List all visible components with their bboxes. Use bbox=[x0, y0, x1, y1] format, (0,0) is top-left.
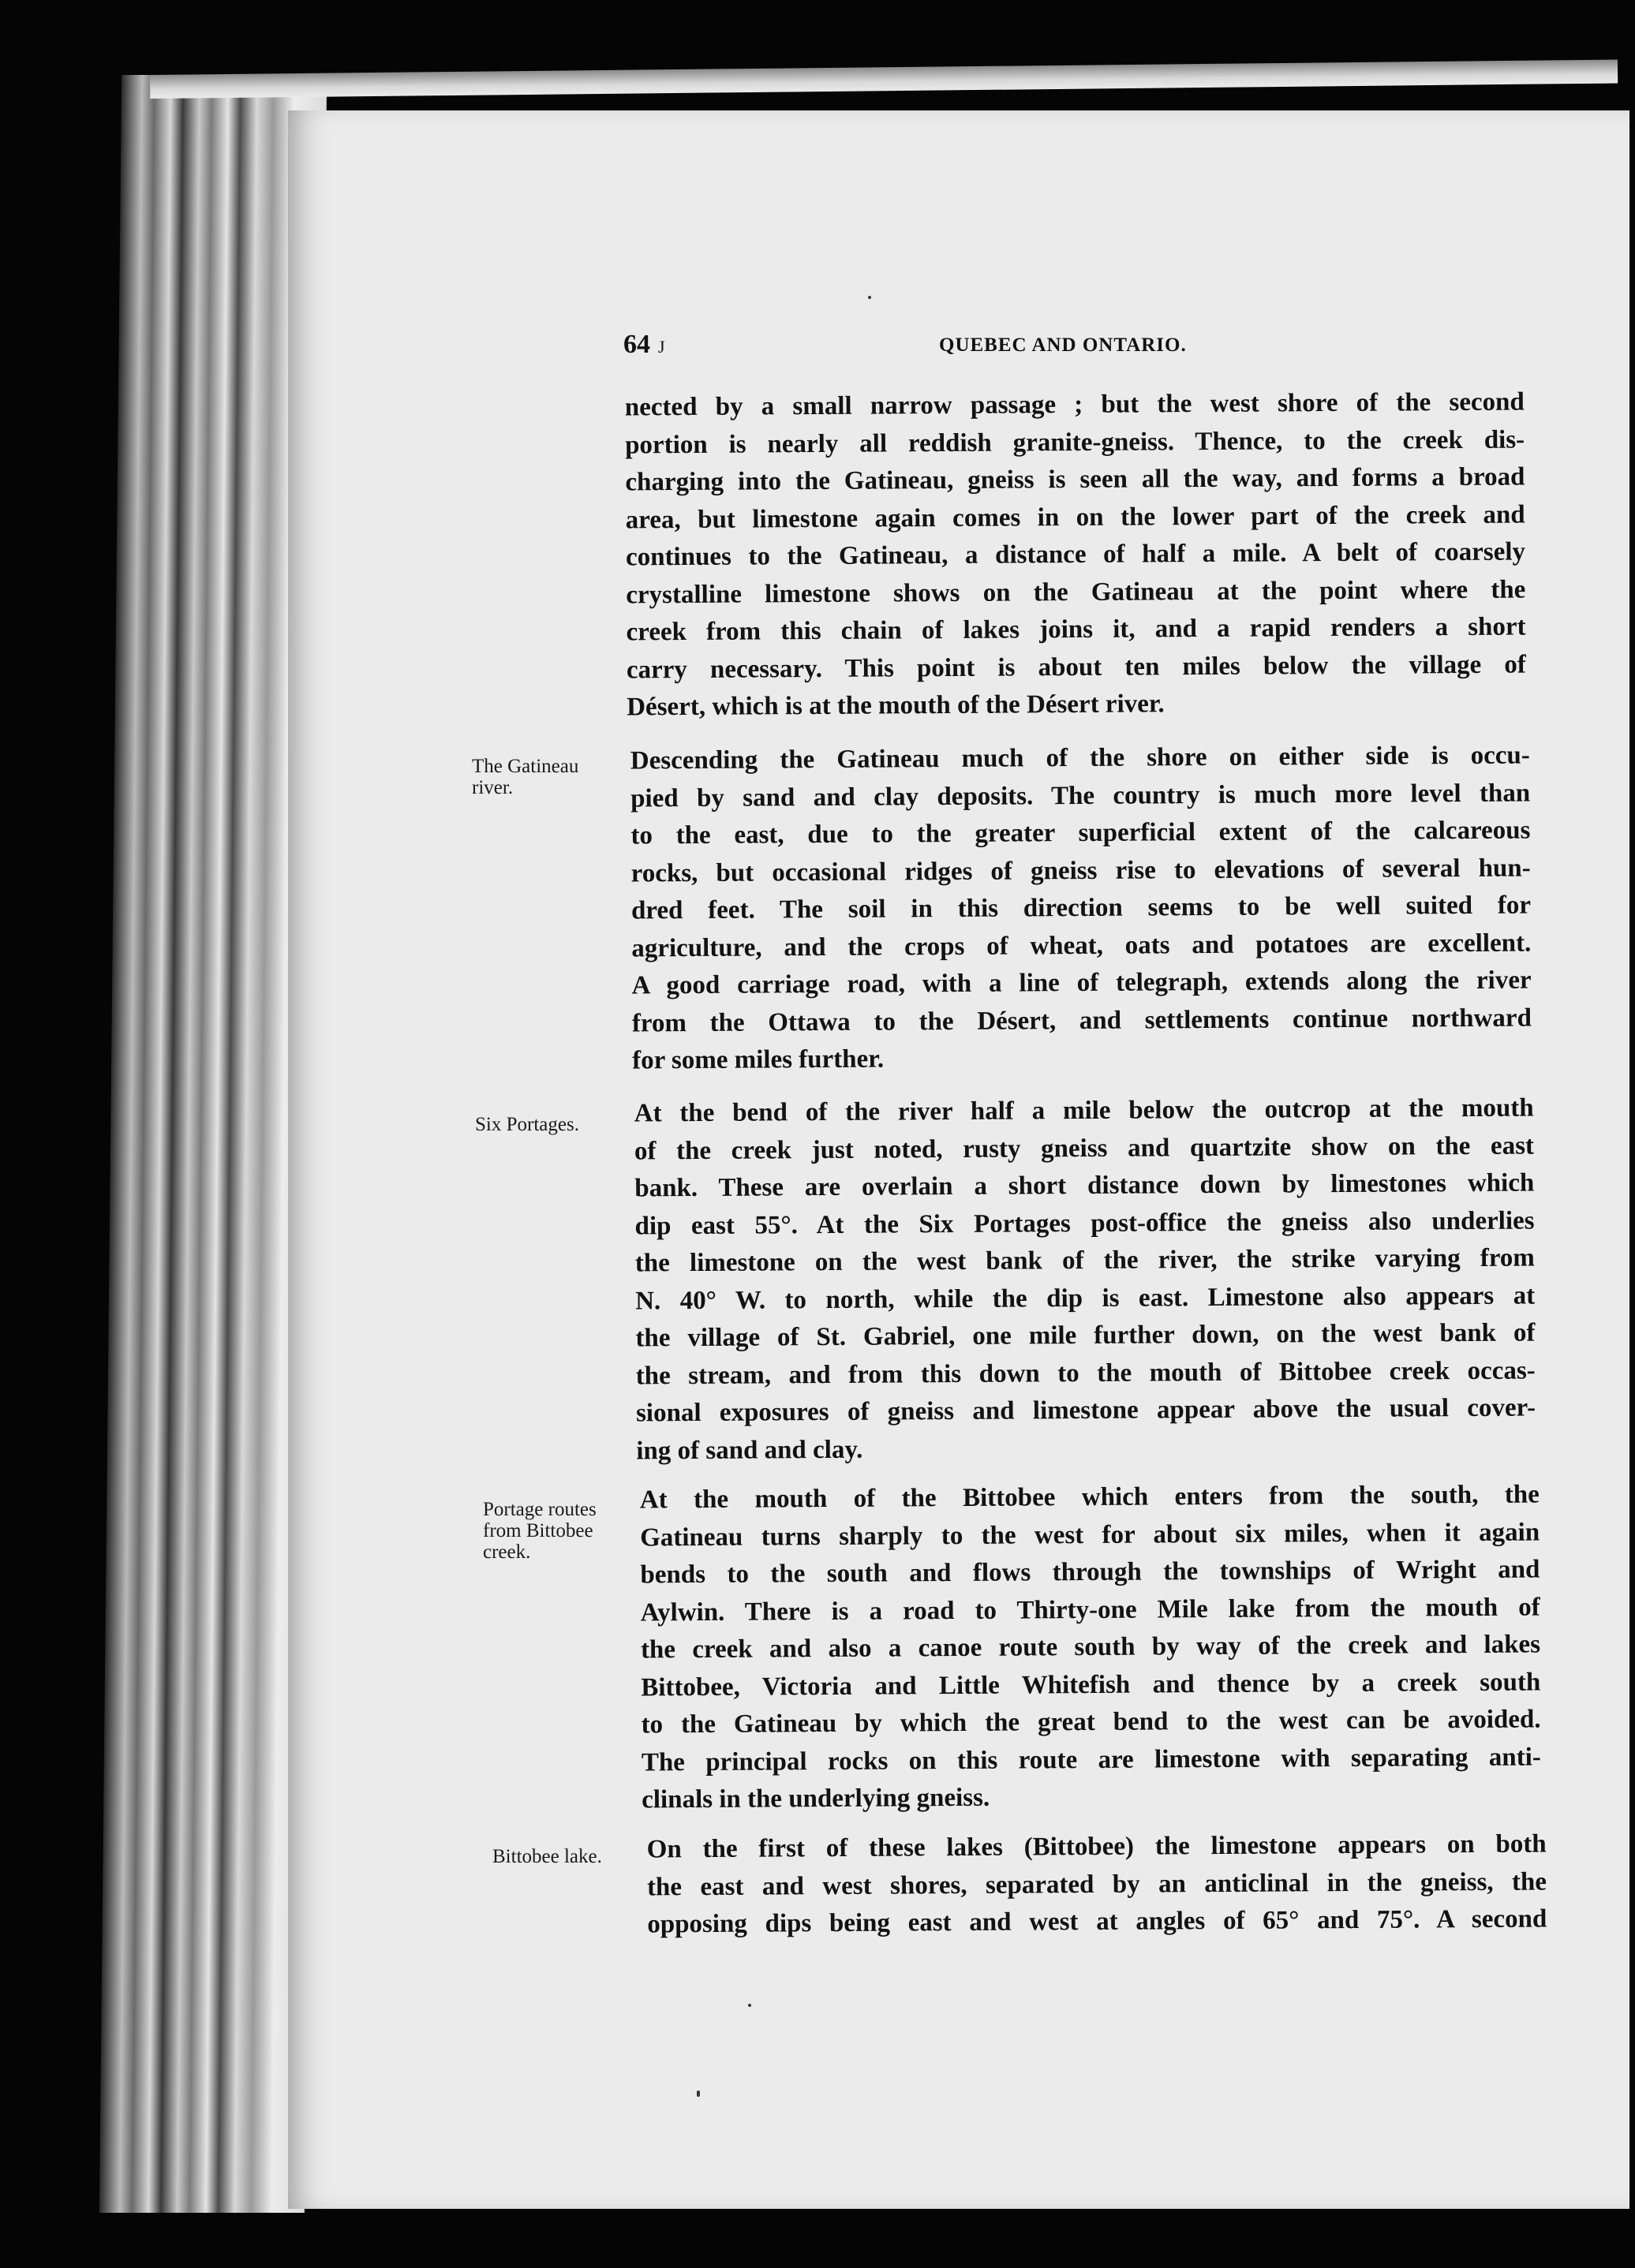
text-line: of the creek just noted, rusty gneiss and quartzite show on the east bbox=[634, 1131, 1535, 1165]
book-top-edge bbox=[150, 60, 1618, 99]
text-line: area, but limestone again comes in on the lower part of the creek and bbox=[625, 500, 1525, 534]
text-line: Aylwin. There is a road to Thirty-one Mile lake from the mouth of bbox=[640, 1593, 1540, 1627]
text-line: for some miles further. bbox=[632, 1044, 885, 1075]
page-number-value: 64 bbox=[623, 330, 650, 359]
margin-note-line: creek. bbox=[483, 1541, 531, 1563]
text-line: portion is nearly all reddish granite-gneiss. Thence, to the creek dis- bbox=[625, 425, 1525, 459]
text-line: opposing dips being east and west at angles of 65° and 75°. A second bbox=[647, 1904, 1547, 1939]
text-line: agriculture, and the crops of wheat, oats and potatoes are excellent. bbox=[631, 928, 1532, 962]
paper-speck bbox=[748, 2004, 751, 2007]
text-line: charging into the Gatineau, gneiss is seen all the way, and forms a broad bbox=[625, 462, 1525, 497]
margin-note-six-portages bbox=[475, 1114, 641, 1135]
text-line: bends to the south and flows through the townships of Wright and bbox=[640, 1555, 1540, 1590]
text-line: the stream, and from this down to the mouth of Bittobee creek occas- bbox=[635, 1356, 1536, 1390]
margin-note-line: Bittobee lake. bbox=[492, 1846, 602, 1867]
running-head: QUEBEC AND ONTARIO. bbox=[939, 334, 1187, 356]
text-line: continues to the Gatineau, a distance of half a mile. A belt of coarsely bbox=[625, 537, 1526, 572]
paragraph-3 bbox=[634, 1090, 1536, 1470]
page-number bbox=[623, 330, 665, 360]
text-line: sional exposures of gneiss and limestone appear above the usual cover- bbox=[635, 1393, 1536, 1428]
text-line: Descending the Gatineau much of the shore on either side is occu- bbox=[630, 741, 1530, 775]
text-line: A good carriage road, with a line of telegraph, extends along the river bbox=[631, 966, 1532, 1000]
text-line: nected by a small narrow passage ; but the west shore of the second bbox=[624, 387, 1525, 422]
page-header bbox=[623, 330, 1223, 369]
text-line: rocks, but occasional ridges of gneiss rise to elevations of several hun- bbox=[630, 854, 1531, 887]
text-line: Bittobee, Victoria and Little Whitefish and thence by a creek south bbox=[641, 1668, 1541, 1702]
text-line: from the Ottawa to the Désert, and settlements continue northward bbox=[631, 1003, 1532, 1037]
text-line: bank. These are overlain a short distance down by limestones which bbox=[634, 1168, 1535, 1203]
paragraph-5 bbox=[647, 1826, 1547, 1944]
text-line: ing of sand and clay. bbox=[636, 1435, 863, 1465]
text-line: On the first of these lakes (Bittobee) the limestone appears on both bbox=[646, 1829, 1547, 1864]
paragraph-2 bbox=[630, 738, 1532, 1080]
text-line: The principal rocks on this route are limestone with separating anti- bbox=[641, 1743, 1541, 1777]
text-line: pied by sand and clay deposits. The country is much more level than bbox=[630, 779, 1531, 813]
margin-note-bittobee-lake bbox=[492, 1846, 658, 1867]
text-line: to the Gatineau by which the great bend to the west can be avoided. bbox=[641, 1705, 1541, 1739]
text-line: the east and west shores, separated by an anticlinal in the gneiss, the bbox=[646, 1867, 1547, 1901]
paper-speck bbox=[697, 2091, 700, 2097]
text-line: dred feet. The soil in this direction seems to be well suited for bbox=[630, 891, 1532, 925]
margin-note-line: from Bittobee bbox=[483, 1520, 593, 1541]
text-line: N. 40° W. to north, while the dip is east. Limestone also appears at bbox=[635, 1281, 1536, 1315]
margin-note-portage-routes bbox=[483, 1499, 649, 1563]
text-line: Gatineau turns sharply to the west for about six miles, when it again bbox=[640, 1518, 1540, 1552]
margin-note-line: The Gatineau bbox=[472, 756, 579, 777]
margin-note-line: Portage routes bbox=[483, 1499, 597, 1520]
text-line: the village of St. Gabriel, one mile further down, on the west bank of bbox=[635, 1318, 1536, 1353]
text-line: At the mouth of the Bittobee which enters from the south, the bbox=[639, 1480, 1540, 1515]
text-line: the creek and also a canoe route south by way of the creek and lakes bbox=[640, 1630, 1541, 1665]
paragraph-1 bbox=[625, 384, 1527, 727]
text-line: dip east 55°. At the Six Portages post-office the gneiss also underlies bbox=[634, 1206, 1535, 1240]
text-line: the limestone on the west bank of the river, the strike varying from bbox=[634, 1243, 1535, 1278]
paragraph-4 bbox=[640, 1477, 1542, 1819]
text-line: Désert, which is at the mouth of the Désert river. bbox=[627, 689, 1165, 722]
page-suffix: J bbox=[658, 337, 665, 357]
margin-note-gatineau-river bbox=[472, 756, 638, 798]
text-line: creek from this chain of lakes joins it, and a rapid renders a short bbox=[626, 612, 1526, 647]
text-line: crystalline limestone shows on the Gatineau at the point where the bbox=[626, 575, 1526, 609]
text-line: to the east, due to the greater superficial extent of the calcareous bbox=[630, 816, 1531, 850]
margin-note-line: Six Portages. bbox=[475, 1114, 579, 1135]
paper-speck bbox=[868, 296, 871, 299]
text-line: At the bend of the river half a mile below the outcrop at the mouth bbox=[634, 1093, 1534, 1128]
margin-note-line: river. bbox=[472, 777, 514, 798]
text-line: carry necessary. This point is about ten miles below the village of bbox=[626, 650, 1526, 684]
text-line: clinals in the underlying gneiss. bbox=[642, 1783, 990, 1814]
